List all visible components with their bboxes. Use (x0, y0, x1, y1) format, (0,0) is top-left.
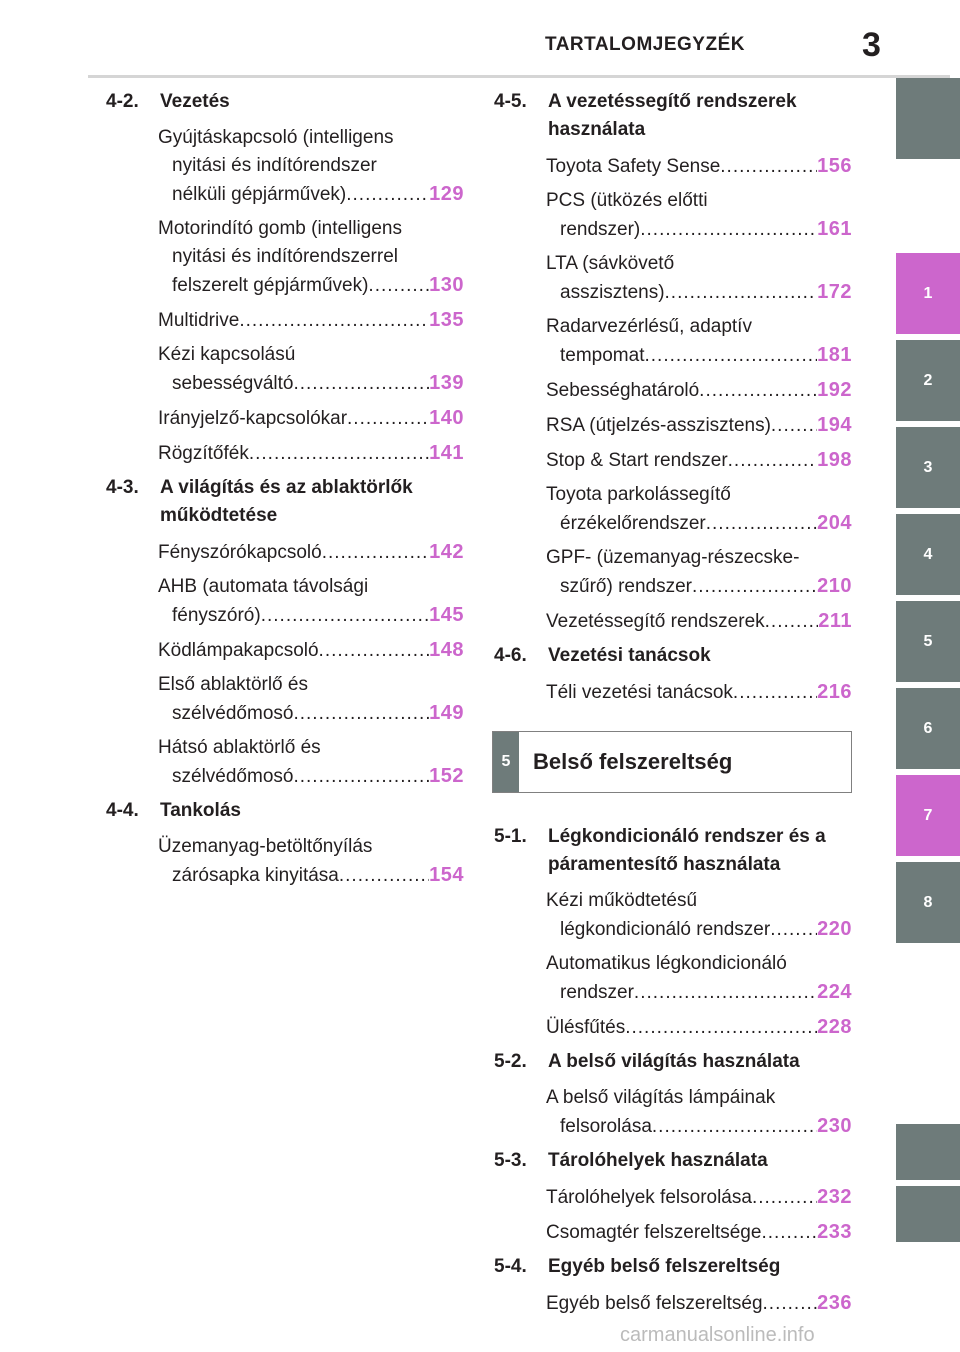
page-title: TARTALOMJEGYZÉK (545, 34, 745, 55)
page-link[interactable]: 142 (429, 541, 464, 563)
chapter-heading-box (492, 731, 852, 793)
chapter-tab-7[interactable]: 7 (896, 775, 960, 856)
dot-leader (720, 153, 817, 181)
page-link[interactable]: 233 (817, 1221, 852, 1243)
toc-entry[interactable] (98, 671, 464, 728)
entry-text: szélvédőmosó (172, 766, 294, 787)
chapter-tab-5[interactable]: 5 (896, 601, 960, 682)
entry-text: érzékelőrendszer (560, 513, 706, 534)
chapter-title: Belső felszereltség (533, 749, 733, 774)
entry-text: Első ablaktörlő és (158, 674, 308, 695)
entry-row (158, 404, 464, 433)
entry-text: Toyota Safety Sense (546, 156, 721, 177)
entry-text: Radarvezérlésű, adaptív (546, 316, 752, 337)
toc-entry[interactable] (98, 341, 464, 398)
section-number: 4-6. (494, 645, 527, 666)
dot-leader (634, 979, 817, 1007)
section-title: A vezetéssegítő rendszerek használata (548, 91, 797, 140)
entry-row (158, 538, 464, 567)
dot-leader (346, 181, 429, 209)
section-number: 5-4. (494, 1256, 527, 1277)
page-link[interactable]: 130 (429, 274, 464, 296)
toc-entry[interactable] (98, 124, 464, 209)
entry-text: légkondicionáló rendszer (560, 919, 771, 940)
dot-leader (625, 1014, 817, 1042)
entry-row (158, 601, 464, 630)
entry-text: rendszer (560, 982, 634, 1003)
page-link[interactable]: 145 (429, 604, 464, 626)
entry-text: szélvédőmosó (172, 703, 294, 724)
entry-text: sebességváltó (172, 373, 294, 394)
page-link[interactable]: 198 (817, 449, 852, 471)
dot-leader (771, 412, 817, 440)
dot-leader (752, 1184, 817, 1212)
page-number: 3 (862, 26, 881, 64)
page-link[interactable]: 152 (429, 765, 464, 787)
dot-leader (249, 440, 429, 468)
section-number: 4-3. (106, 477, 139, 498)
page-link[interactable]: 232 (817, 1186, 852, 1208)
entry-text: AHB (automata távolsági (158, 576, 369, 597)
entry-text: szűrő) rendszer (560, 576, 692, 597)
dot-leader (640, 216, 817, 244)
toc-entry[interactable] (486, 544, 852, 601)
chapter-tab-blank-0[interactable] (896, 78, 960, 159)
entry-text: Egyéb belső felszereltség (546, 1293, 763, 1314)
chapter-tab-blank-10[interactable] (896, 1186, 960, 1242)
toc-section-heading (486, 88, 852, 144)
entry-row (546, 278, 852, 307)
section-number: 4-5. (494, 91, 527, 112)
section-title: Légkondicionáló rendszer és a páramentesítő használata (548, 826, 826, 875)
toc-entry[interactable] (486, 1218, 852, 1247)
entry-text: Irányjelző-kapcsolókar (158, 408, 348, 429)
dot-leader (765, 608, 819, 636)
dot-leader (347, 405, 429, 433)
section-title: Vezetési tanácsok (548, 645, 711, 666)
page-link[interactable]: 181 (817, 344, 852, 366)
entry-row (158, 762, 464, 791)
section-title: Tárolóhelyek használata (548, 1150, 768, 1171)
header-divider (88, 75, 950, 78)
entry-text: Kézi működtetésű (546, 890, 698, 911)
toc-entry[interactable] (98, 734, 464, 791)
dot-leader (761, 1219, 817, 1247)
page-link[interactable]: 211 (818, 610, 852, 632)
section-title: Egyéb belső felszereltség (548, 1256, 781, 1277)
toc-right-column (486, 88, 852, 1324)
entry-row (546, 411, 852, 440)
toc-section-heading (486, 1147, 852, 1175)
entry-text: fényszóró) (172, 605, 261, 626)
toc-left-column (98, 88, 464, 896)
page-link[interactable]: 140 (429, 407, 464, 429)
toc-section-heading (486, 823, 852, 879)
toc-section-heading (486, 1253, 852, 1281)
dot-leader (699, 377, 817, 405)
dot-leader (706, 510, 817, 538)
toc-entry[interactable] (486, 152, 852, 181)
toc-entry[interactable] (486, 446, 852, 475)
toc-entry[interactable] (486, 481, 852, 538)
entry-text: Kézi kapcsolású (158, 344, 296, 365)
page-link[interactable]: 228 (817, 1016, 852, 1038)
chapter-tab-8[interactable]: 8 (896, 862, 960, 943)
entry-row (546, 978, 852, 1007)
chapter-tab-3[interactable]: 3 (896, 427, 960, 508)
chapter-tab-blank-9[interactable] (896, 1124, 960, 1180)
entry-row (158, 699, 464, 728)
entry-row (546, 376, 852, 405)
entry-text: Csomagtér felszereltsége (546, 1222, 762, 1243)
entry-row (158, 861, 464, 890)
dot-leader (665, 279, 818, 307)
dot-leader (733, 679, 817, 707)
entry-text: Motorindító gomb (intelligens (158, 218, 402, 239)
entry-text: Téli vezetési tanácsok (546, 682, 733, 703)
toc-entry[interactable] (98, 538, 464, 567)
entry-row (546, 1289, 852, 1318)
entry-text: Multidrive (158, 310, 240, 331)
dot-leader (322, 539, 429, 567)
entry-row (158, 439, 464, 468)
page-link[interactable]: 194 (817, 414, 852, 436)
page-link[interactable]: 230 (817, 1115, 852, 1137)
entry-row (158, 180, 464, 209)
entry-row (158, 306, 464, 335)
section-number: 5-3. (494, 1150, 527, 1171)
page-link[interactable]: 236 (817, 1292, 852, 1314)
toc-entry[interactable] (98, 833, 464, 890)
toc-section-heading (486, 1048, 852, 1076)
entry-text: zárósapka kinyitása (172, 865, 339, 886)
toc-entry[interactable] (486, 411, 852, 440)
entry-text: nyitási és indítórendszer (172, 155, 377, 176)
entry-text: Ülésfűtés (546, 1017, 626, 1038)
toc-entry[interactable] (486, 376, 852, 405)
page-link[interactable]: 139 (429, 372, 464, 394)
chapter-tab-4[interactable]: 4 (896, 514, 960, 595)
section-title: A belső világítás használata (548, 1051, 800, 1072)
toc-entry[interactable] (98, 439, 464, 468)
entry-row (546, 152, 852, 181)
chapter-tab-1[interactable]: 1 (896, 253, 960, 334)
entry-text: Vezetéssegítő rendszerek (546, 611, 765, 632)
page-link[interactable]: 224 (817, 981, 852, 1003)
toc-entry[interactable] (486, 887, 852, 944)
toc-entry[interactable] (486, 1183, 852, 1212)
toc-entry[interactable] (98, 306, 464, 335)
entry-row (546, 1183, 852, 1212)
toc-entry[interactable] (486, 250, 852, 307)
toc-entry[interactable] (486, 678, 852, 707)
toc-entry[interactable] (486, 1084, 852, 1141)
page-link[interactable]: 148 (429, 639, 464, 661)
dot-leader (339, 862, 429, 890)
section-number: 4-4. (106, 800, 139, 821)
entry-text: asszisztens) (560, 282, 665, 303)
page-link[interactable]: 204 (817, 512, 852, 534)
entry-text: A belső világítás lámpáinak (546, 1087, 776, 1108)
entry-text: LTA (sávkövető (546, 253, 675, 274)
toc-entry[interactable] (486, 1289, 852, 1318)
section-title: A világítás és az ablaktörlők működtetése (160, 477, 413, 526)
toc-entry[interactable] (486, 950, 852, 1007)
toc-entry[interactable] (486, 187, 852, 244)
toc-section-heading (486, 642, 852, 670)
page-link[interactable]: 129 (429, 183, 464, 205)
entry-text: Ködlámpakapcsoló (158, 640, 319, 661)
entry-row (546, 1112, 852, 1141)
dot-leader (239, 307, 429, 335)
entry-row (546, 678, 852, 707)
toc-section-heading (98, 88, 464, 116)
entry-text: PCS (ütközés előtti (546, 190, 708, 211)
entry-text: tempomat (560, 345, 645, 366)
page-link[interactable]: 216 (817, 681, 852, 703)
toc-entry[interactable] (98, 215, 464, 300)
entry-row (546, 446, 852, 475)
page-link[interactable]: 154 (429, 864, 464, 886)
dot-leader (319, 637, 430, 665)
section-title: Tankolás (160, 800, 241, 821)
dot-leader (368, 272, 429, 300)
entry-text: nélküli gépjárművek) (172, 184, 347, 205)
entry-row (546, 1013, 852, 1042)
dot-leader (763, 1290, 818, 1318)
section-number: 5-2. (494, 1051, 527, 1072)
dot-leader (728, 447, 817, 475)
entry-text: RSA (útjelzés-asszisztens) (546, 415, 771, 436)
entry-row (546, 607, 852, 636)
entry-text: rendszer) (560, 219, 641, 240)
chapter-tab-6[interactable]: 6 (896, 688, 960, 769)
page-link[interactable]: 141 (429, 442, 464, 464)
chapter-number: 5 (493, 732, 519, 792)
dot-leader (644, 342, 817, 370)
entry-text: Tárolóhelyek felsorolása (546, 1187, 752, 1208)
dot-leader (652, 1113, 817, 1141)
dot-leader (293, 700, 429, 728)
dot-leader (261, 602, 429, 630)
entry-row (546, 1218, 852, 1247)
page-link[interactable]: 192 (817, 379, 852, 401)
page-link[interactable]: 156 (817, 155, 852, 177)
entry-row (158, 271, 464, 300)
entry-text: nyitási és indítórendszerrel (172, 246, 398, 267)
chapter-tab-2[interactable]: 2 (896, 340, 960, 421)
dot-leader (692, 573, 817, 601)
entry-row (546, 215, 852, 244)
entry-row (546, 341, 852, 370)
entry-row (546, 915, 852, 944)
page-link[interactable]: 135 (429, 309, 464, 331)
entry-row (158, 369, 464, 398)
dot-leader (770, 916, 817, 944)
entry-text: Fényszórókapcsoló (158, 542, 322, 563)
entry-text: felszerelt gépjárművek) (172, 275, 369, 296)
dot-leader (293, 370, 429, 398)
entry-text: Sebességhatároló (546, 380, 700, 401)
entry-row (546, 572, 852, 601)
entry-text: Hátsó ablaktörlő és (158, 737, 321, 758)
dot-leader (293, 763, 429, 791)
page-link[interactable]: 161 (817, 218, 852, 240)
toc-section-heading (98, 474, 464, 530)
toc-entry[interactable] (98, 404, 464, 433)
page-link[interactable]: 220 (817, 918, 852, 940)
page-link[interactable]: 149 (429, 702, 464, 724)
toc-section-heading (98, 797, 464, 825)
entry-text: Gyújtáskapcsoló (intelligens (158, 127, 394, 148)
toc-entry[interactable] (486, 313, 852, 370)
entry-row (546, 509, 852, 538)
toc-entry[interactable] (486, 1013, 852, 1042)
entry-text: Toyota parkolássegítő (546, 484, 731, 505)
section-title: Vezetés (160, 91, 230, 112)
toc-entry[interactable] (98, 573, 464, 630)
entry-text: Rögzítőfék (158, 443, 249, 464)
entry-text: Stop & Start rendszer (546, 450, 728, 471)
section-number: 4-2. (106, 91, 139, 112)
entry-text: felsorolása (560, 1116, 652, 1137)
entry-text: GPF- (üzemanyag-részecske- (546, 547, 800, 568)
toc-entry[interactable] (98, 636, 464, 665)
page-link[interactable]: 172 (817, 281, 852, 303)
toc-entry[interactable] (486, 607, 852, 636)
section-number: 5-1. (494, 826, 527, 847)
entry-text: Automatikus légkondicionáló (546, 953, 787, 974)
entry-row (158, 636, 464, 665)
page-link[interactable]: 210 (817, 575, 852, 597)
entry-text: Üzemanyag-betöltőnyílás (158, 836, 373, 857)
watermark: carmanualsonline.info (620, 1324, 815, 1346)
